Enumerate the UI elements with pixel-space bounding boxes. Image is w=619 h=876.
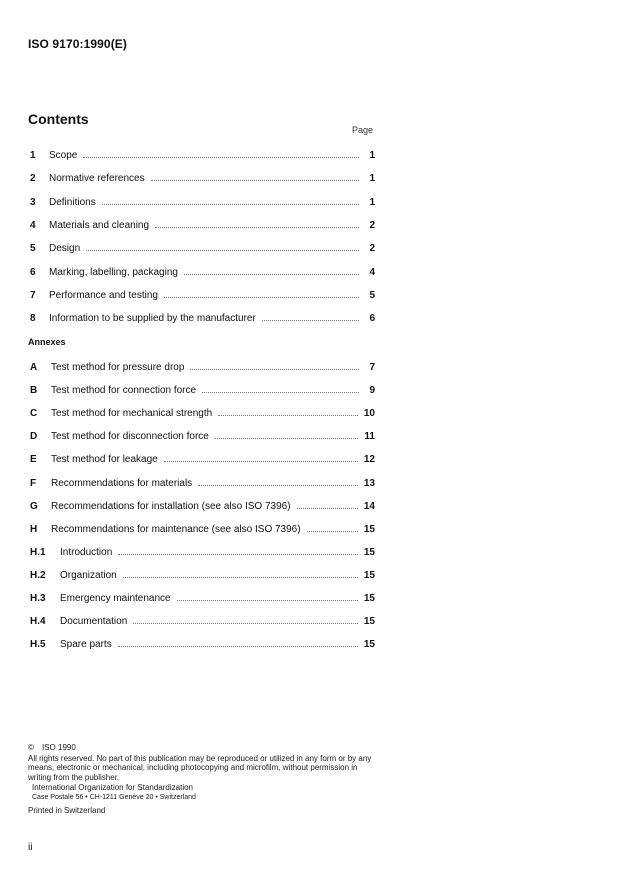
copyright-owner: ISO 1990: [42, 743, 76, 752]
toc-title: Normative references: [49, 173, 145, 185]
toc-page-number: 4: [369, 266, 375, 278]
dot-leader: [151, 171, 359, 181]
copyright-line: [28, 743, 380, 753]
toc-page-number: 5: [369, 289, 375, 301]
toc-number: A: [30, 362, 38, 373]
toc-title: Scope: [49, 150, 78, 161]
dot-leader: [218, 406, 358, 416]
toc-page-number: 14: [363, 500, 375, 512]
toc-page-number: 7: [369, 362, 375, 373]
dot-leader: [190, 360, 359, 370]
toc-annex-row: [30, 383, 375, 397]
toc-title: Spare parts: [60, 639, 112, 651]
annexes-heading: Annexes: [28, 337, 66, 347]
toc-number: 7: [30, 289, 36, 301]
toc-page-number: 13: [363, 477, 375, 489]
rights-notice: All rights reserved. No part of this publication may be reproduced or utilized in any form or by any means, electronic or mechanical, including photocopying and microfilm, without permission in writing from the publisher.: [28, 753, 372, 782]
toc-title: Recommendations for materials: [51, 477, 193, 489]
dot-leader: [164, 288, 359, 298]
toc-title: Test method for disconnection force: [51, 431, 209, 443]
toc-number: B: [30, 385, 38, 397]
toc-page-number: 15: [363, 593, 375, 604]
toc-clause-row: [30, 195, 375, 209]
toc-number: G: [30, 500, 38, 512]
toc-page-number: 12: [363, 454, 375, 466]
toc-number: H.4: [30, 616, 46, 628]
toc-page-number: 1: [369, 196, 375, 208]
toc-clause-row: [30, 288, 375, 302]
dot-leader: [297, 499, 358, 509]
toc-number: 4: [30, 219, 36, 231]
printed-in: Printed in Switzerland: [28, 805, 106, 815]
toc-page-number: 1: [369, 173, 375, 185]
toc-number: H.5: [30, 639, 46, 651]
toc-page-number: 15: [363, 523, 375, 535]
dot-leader: [307, 522, 358, 532]
toc-annex-row: [30, 452, 375, 466]
dot-leader: [118, 545, 358, 555]
toc-clause-row: [30, 241, 375, 255]
toc-number: 5: [30, 243, 36, 255]
toc-title: Emergency maintenance: [60, 593, 171, 604]
dot-leader: [262, 311, 359, 321]
dot-leader: [202, 383, 359, 393]
dot-leader: [123, 568, 358, 578]
dot-leader: [184, 265, 359, 275]
dot-leader: [215, 429, 359, 439]
toc-page-number: 11: [364, 431, 375, 443]
toc-title: Definitions: [49, 196, 96, 208]
organization-name: International Organization for Standardization: [32, 783, 193, 792]
toc-title: Organization: [60, 569, 117, 581]
dot-leader: [118, 637, 358, 647]
toc-title: Information to be supplied by the manufacturer: [49, 313, 256, 325]
toc-number: H.2: [30, 569, 46, 581]
dot-leader: [83, 148, 359, 158]
toc-annex-row: [30, 406, 375, 420]
toc-annex-row: [30, 522, 375, 536]
toc-annex-row: [30, 568, 375, 582]
toc-number: 1: [30, 150, 36, 161]
toc-page-number: 15: [363, 569, 375, 581]
toc-number: E: [30, 454, 37, 466]
toc-clause-row: [30, 265, 375, 279]
toc-number: C: [30, 408, 38, 420]
dot-leader: [86, 241, 359, 251]
toc-title: Recommendations for installation (see also ISO 7396): [51, 500, 291, 512]
toc-annex-row: [30, 614, 375, 628]
toc-annex-row: [30, 476, 375, 490]
toc-number: H.3: [30, 593, 46, 604]
toc-title: Test method for pressure drop: [51, 362, 185, 373]
toc-page-number: 10: [363, 408, 375, 420]
toc-page-number: 15: [363, 639, 375, 651]
toc-title: Recommendations for maintenance (see also ISO 7396): [51, 523, 301, 535]
toc-annex-row: [30, 545, 375, 559]
organization-address: Case Postale 56 • CH-1211 Genève 20 • Switzerland: [32, 793, 196, 801]
toc-clause-row: [30, 171, 375, 185]
toc-page-number: 6: [369, 313, 375, 325]
dot-leader: [198, 476, 358, 486]
toc-title: Marking, labelling, packaging: [49, 266, 178, 278]
toc-annex-row: [30, 429, 375, 443]
dot-leader: [133, 614, 358, 624]
page-folio: ii: [28, 842, 33, 853]
toc-number: H: [30, 523, 38, 535]
toc-number: 3: [30, 196, 36, 208]
document-id: ISO 9170:1990(E): [28, 37, 127, 51]
toc-title: Test method for mechanical strength: [51, 408, 213, 420]
toc-title: Introduction: [60, 546, 113, 558]
toc-clause-row: [30, 311, 375, 325]
toc-title: Documentation: [60, 616, 128, 628]
toc-title: Test method for leakage: [51, 454, 158, 466]
toc-annex-row: [30, 591, 375, 605]
toc-number: 2: [30, 173, 36, 185]
dot-leader: [155, 218, 359, 228]
toc-number: 8: [30, 313, 36, 325]
toc-page-number: 15: [363, 616, 375, 628]
toc-number: 6: [30, 266, 36, 278]
toc-page-number: 9: [369, 385, 375, 397]
contents-title: Contents: [28, 111, 89, 127]
toc-annex-row: [30, 360, 375, 374]
toc-clause-row: [30, 148, 375, 162]
toc-page-number: 15: [363, 546, 375, 558]
toc-title: Performance and testing: [49, 289, 158, 301]
copyright-block: [28, 743, 380, 815]
toc-number: D: [30, 431, 38, 443]
toc-clause-row: [30, 218, 375, 232]
toc-page-number: 1: [369, 150, 375, 161]
toc-number: F: [30, 477, 37, 489]
dot-leader: [102, 195, 359, 205]
toc-number: H.1: [30, 546, 46, 558]
toc-annex-row: [30, 637, 375, 651]
toc-title: Materials and cleaning: [49, 219, 150, 231]
copyright-symbol: ©: [28, 743, 34, 752]
toc-annex-row: [30, 499, 375, 513]
toc-title: Test method for connection force: [51, 385, 197, 397]
page-column-header: Page: [352, 125, 374, 135]
toc-title: Design: [49, 243, 81, 255]
toc-page-number: 2: [369, 243, 375, 255]
dot-leader: [164, 452, 358, 462]
toc-page-number: 2: [369, 219, 375, 231]
dot-leader: [177, 591, 358, 601]
